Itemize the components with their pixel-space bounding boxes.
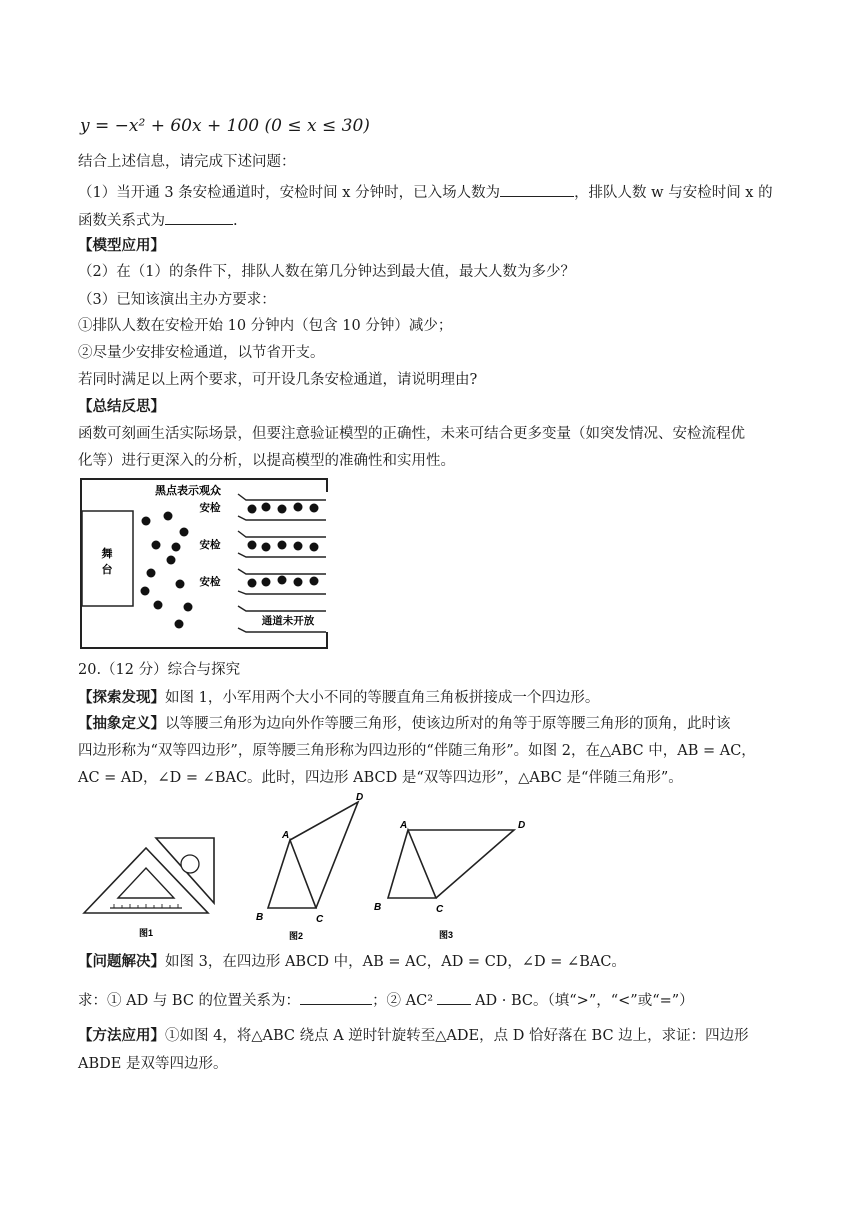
- ask-text-b: ；② AC²: [372, 993, 434, 1009]
- method-text-1: ①如图 4，将△ABC 绕点 A 逆时针旋转至△ADE，点 D 恰好落在 BC 边上，求证：四边形: [165, 1028, 749, 1044]
- figure-1: [80, 828, 220, 943]
- venue-figure: [80, 478, 336, 650]
- hole-circle: [181, 855, 199, 873]
- fig2-point-d: D: [356, 792, 364, 803]
- ask-blank-1[interactable]: [300, 990, 372, 1005]
- q1-text-a: （1）当开通 3 条安检通道时，安检时间 x 分钟时，已入场人数为: [78, 185, 501, 201]
- fig3-point-d: D: [518, 820, 526, 831]
- fig1-label: 图1: [138, 928, 154, 938]
- abstract-text-1: 以等腰三角形为边向外作等腰三角形，使该边所对的角等于原等腰三角形的顶角，此时该: [165, 716, 731, 732]
- formula-line: [80, 116, 370, 136]
- abstract-heading: 【抽象定义】: [78, 715, 165, 732]
- ask-blank-2[interactable]: [437, 990, 471, 1005]
- q2-text: （2）在（1）的条件下，排队人数在第几分钟达到最大值，最大人数为多少？: [78, 264, 575, 280]
- summary-line-1: 函数可刻画生活实际场景，但要注意验证模型的正确性，未来可结合更多变量（如突发情况、安检流程优: [78, 426, 745, 442]
- q3-ask: 若同时满足以上两个要求，可开设几条安检通道，请说明理由?: [78, 372, 478, 388]
- stage-label-2: 台: [101, 564, 113, 576]
- abstract-line-1: [78, 714, 731, 734]
- q1-blank-1[interactable]: [500, 182, 574, 197]
- ask-line: [78, 990, 694, 1011]
- method-heading: 【方法应用】: [78, 1027, 165, 1044]
- method-line-2: ABDE 是双等四边形。: [78, 1056, 228, 1072]
- intro-text: 结合上述信息，请完成下述问题：: [78, 154, 296, 170]
- closed-label: 通道未开放: [261, 615, 315, 627]
- fig3-point-a: A: [400, 820, 408, 831]
- fig3-point-b: B: [374, 902, 382, 913]
- solve-heading: 【问题解决】: [78, 953, 165, 970]
- stage-label-1: 舞: [101, 548, 113, 560]
- requirement-2: ②尽量少安排安检通道，以节省开支。: [78, 345, 325, 361]
- solve-line: [78, 952, 626, 972]
- gate-label-1: 安检: [199, 502, 221, 514]
- formula-lhs: y: [80, 116, 90, 136]
- q1-text-b: ，排队人数 w 与安检时间 x 的: [574, 185, 773, 201]
- q1-line-1: [78, 182, 773, 203]
- explore-heading: 【探索发现】: [78, 689, 165, 706]
- gate-label-2: 安检: [199, 539, 221, 551]
- venue-caption: 黑点表示观众: [155, 485, 221, 497]
- fig3-point-c: C: [436, 904, 444, 915]
- ask-text-c: AD · BC。（填“>”，“<”或“=”）: [475, 993, 694, 1009]
- triangle-abc: [268, 840, 316, 908]
- formula-rhs: = −x² + 60x + 100: [95, 116, 260, 136]
- model-heading: 【模型应用】: [78, 237, 165, 254]
- ask-text-a: 求：① AD 与 BC 的位置关系为：: [78, 993, 301, 1009]
- problem20-title: 20.（12 分）综合与探究: [78, 662, 241, 678]
- fig2-point-b: B: [256, 912, 264, 923]
- explore-text: 如图 1，小军用两个大小不同的等腰直角三角板拼接成一个四边形。: [165, 690, 600, 706]
- fig2-point-c: C: [316, 914, 324, 925]
- explore-line: [78, 688, 599, 708]
- abstract-line-3: AC = AD，∠D = ∠BAC。此时，四边形 ABCD 是“双等四边形”，△ABC 是“伴随三角形”。: [78, 770, 683, 786]
- q1-blank-2[interactable]: [165, 210, 233, 225]
- gate-label-3: 安检: [199, 576, 221, 588]
- fig2-point-a: A: [282, 830, 290, 841]
- requirement-1: ①排队人数在安检开始 10 分钟内（包含 10 分钟）减少；: [78, 318, 453, 334]
- figure-3: [370, 812, 540, 947]
- method-line-1: [78, 1026, 749, 1046]
- summary-line-2: 化等）进行更深入的分析，以提高模型的准确性和实用性。: [78, 453, 455, 469]
- fig3-label: 图3: [438, 930, 454, 940]
- q3-text: （3）已知该演出主办方要求：: [78, 292, 276, 308]
- q1-text-c: 函数关系式为: [78, 213, 165, 229]
- solve-text: 如图 3，在四边形 ABCD 中，AB = AC，AD = CD，∠D = ∠BAC。: [165, 954, 626, 970]
- q1-end: .: [233, 213, 238, 229]
- summary-heading: 【总结反思】: [78, 398, 165, 415]
- abstract-line-2: 四边形称为“双等四边形”，原等腰三角形称为四边形的“伴随三角形”。如图 2，在△ABC 中，AB = AC，: [78, 743, 756, 759]
- fig2-label: 图2: [288, 931, 304, 941]
- triangle-abc-3: [388, 830, 436, 898]
- formula-condition: (0 ≤ x ≤ 30): [264, 116, 370, 136]
- figure-2: [250, 790, 370, 945]
- q1-line-2: [78, 210, 238, 231]
